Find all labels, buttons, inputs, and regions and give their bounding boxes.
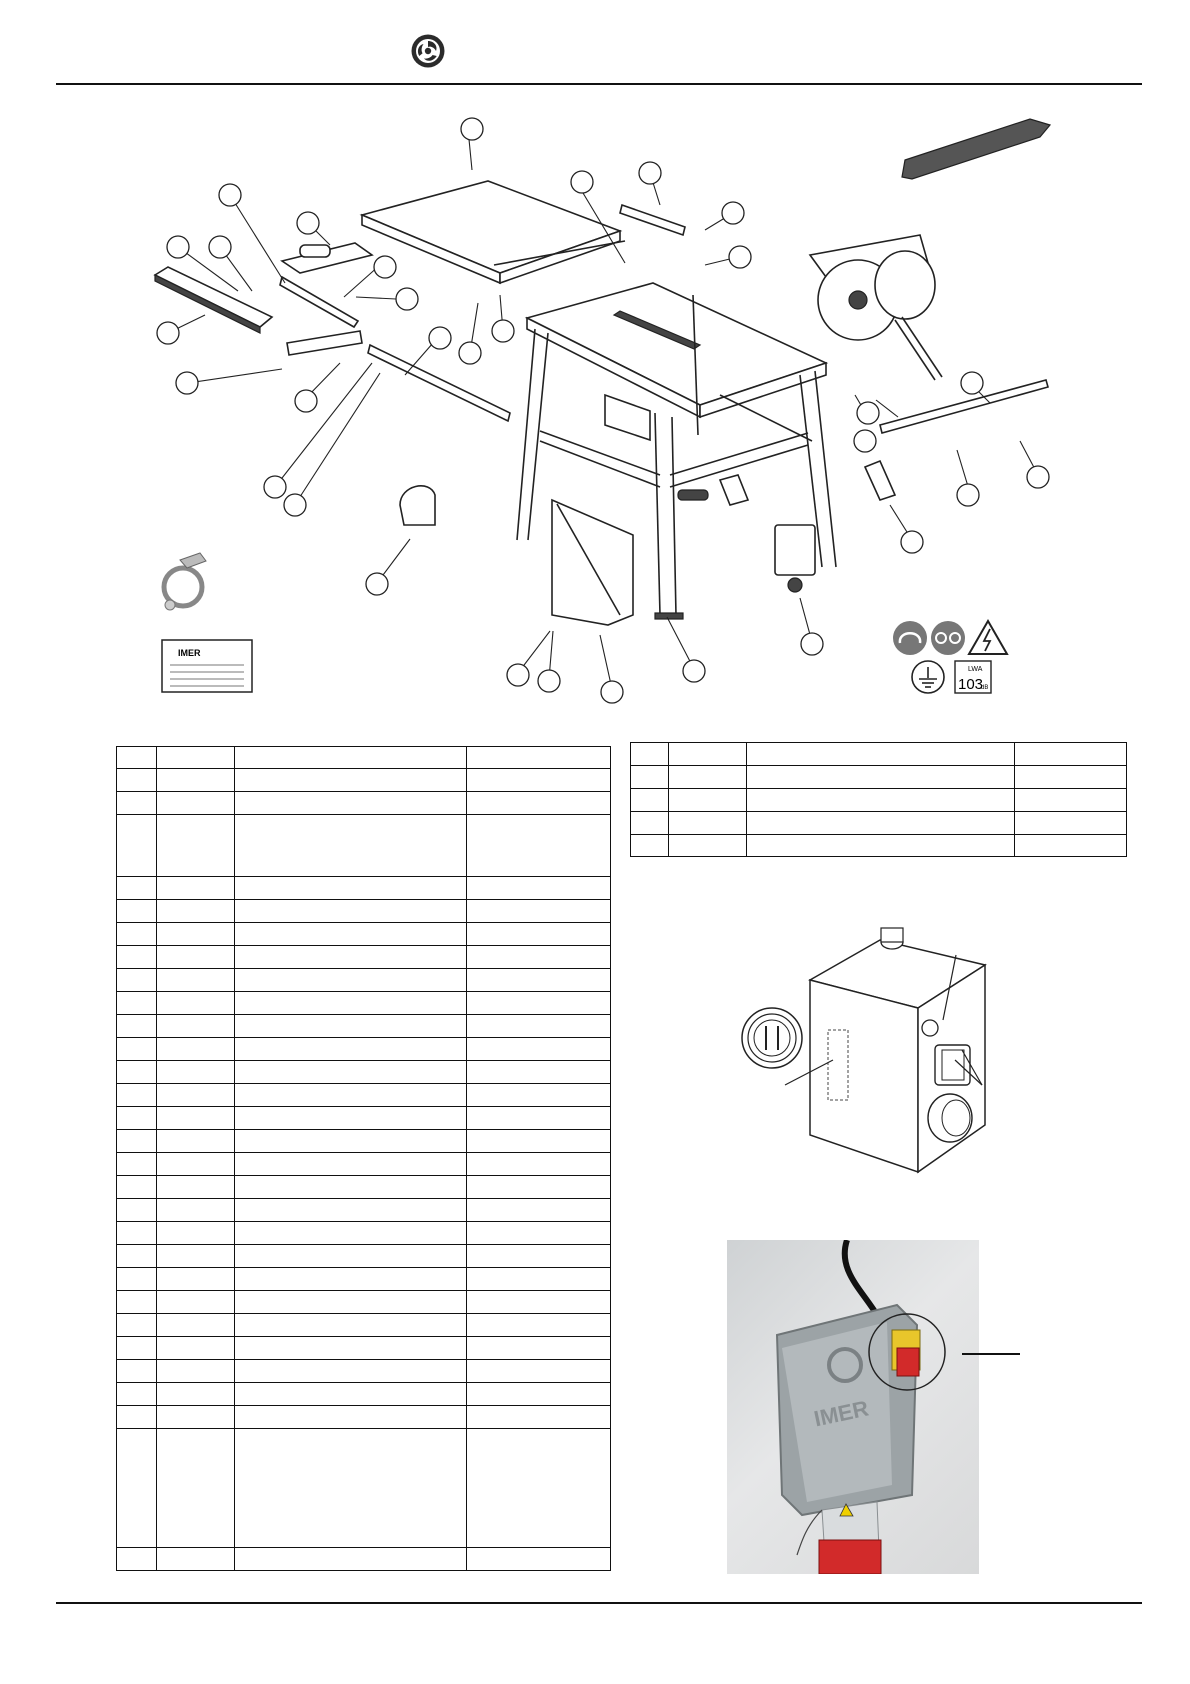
table-row xyxy=(117,1176,611,1199)
parts-table-left xyxy=(116,746,611,1571)
safety-symbols xyxy=(893,621,1007,693)
photo-callout-line xyxy=(962,1353,1020,1355)
table-row xyxy=(117,1130,611,1153)
ear-protection-icon xyxy=(893,621,927,655)
table-row xyxy=(117,969,611,992)
electric-hazard-icon xyxy=(969,621,1007,654)
table-row xyxy=(117,877,611,900)
machine-nameplate xyxy=(162,640,252,692)
table-row xyxy=(117,946,611,969)
indicator-light xyxy=(922,1020,938,1036)
photo-brand: IMER xyxy=(811,1395,871,1432)
parts-table-right xyxy=(630,742,1127,857)
lynch-pin xyxy=(164,553,206,610)
table-row xyxy=(117,923,611,946)
table-row xyxy=(117,1406,611,1429)
table-row xyxy=(117,1337,611,1360)
table-row xyxy=(631,743,1127,766)
switch-box-diagram xyxy=(720,920,1020,1180)
power-plug xyxy=(742,1008,802,1068)
table-row xyxy=(117,900,611,923)
table-row xyxy=(117,1268,611,1291)
table-row xyxy=(631,789,1127,812)
exploded-parts-diagram xyxy=(0,95,1190,710)
eye-protection-icon xyxy=(931,621,965,655)
table-row xyxy=(117,1314,611,1337)
table-row xyxy=(117,1245,611,1268)
table-row xyxy=(117,1107,611,1130)
footer-rule xyxy=(56,1602,1142,1604)
table-row xyxy=(117,815,611,877)
table-row xyxy=(117,1084,611,1107)
ground-earth-icon xyxy=(912,661,944,693)
table-row xyxy=(117,1061,611,1084)
imer-swirl-logo-icon xyxy=(410,33,446,69)
table-row xyxy=(631,766,1127,789)
noise-level-icon xyxy=(955,661,991,693)
table-row xyxy=(117,1548,611,1571)
table-row xyxy=(117,1222,611,1245)
table-row xyxy=(117,1383,611,1406)
emergency-button xyxy=(928,1094,972,1142)
saw-table-top xyxy=(362,181,620,283)
misc-components xyxy=(400,461,895,615)
table-row xyxy=(117,769,611,792)
table-row xyxy=(631,812,1127,835)
table-row xyxy=(117,1199,611,1222)
table-row xyxy=(631,835,1127,857)
table-row xyxy=(117,1015,611,1038)
table-row xyxy=(117,792,611,815)
table-row xyxy=(117,1429,611,1548)
table-row xyxy=(117,1038,611,1061)
start-stop-switch xyxy=(935,1045,970,1085)
nameplate-brand: IMER xyxy=(178,648,201,658)
table-row xyxy=(117,1291,611,1314)
table-row xyxy=(117,747,611,769)
table-row xyxy=(117,1360,611,1383)
noise-level-unit: dB xyxy=(981,685,989,691)
noise-level-value: 103 xyxy=(958,676,984,693)
saw-motor-assembly xyxy=(810,235,942,380)
header-rule xyxy=(56,83,1142,85)
table-row xyxy=(117,1153,611,1176)
switch-box-photo xyxy=(727,1240,979,1574)
noise-label-unit-text: LWA xyxy=(968,666,983,673)
table-row xyxy=(117,992,611,1015)
blade-wrench xyxy=(902,119,1050,179)
